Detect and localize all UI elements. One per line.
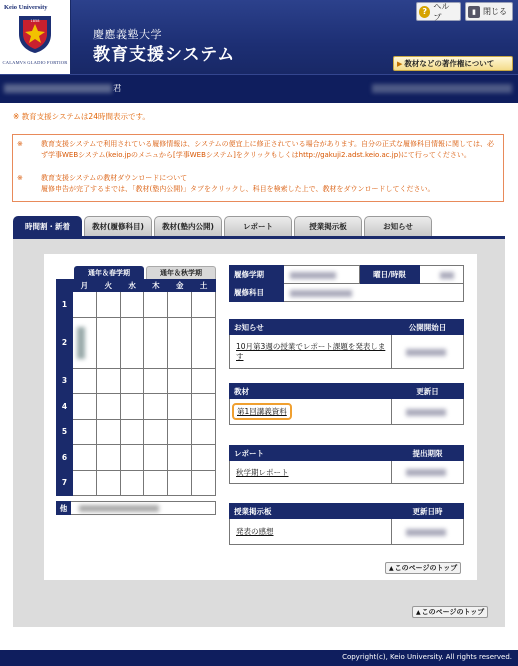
timetable-cell (192, 419, 216, 445)
logo-motto: CALAMVS GLADIO FORTIOR (2, 60, 68, 65)
tab-reports[interactable]: レポート (224, 216, 292, 236)
tab-materials-registered[interactable]: 教材(履修科目) (84, 216, 152, 236)
timetable-cell (120, 419, 144, 445)
notice-mark: ※ (17, 140, 23, 148)
reports-date (392, 461, 464, 484)
page-top-button-outer[interactable] (412, 606, 488, 618)
help-icon: ? (419, 6, 430, 18)
news-item (230, 335, 392, 369)
close-label: 閉じる (483, 7, 507, 16)
news-item-link[interactable]: 10月第3週の授業でレポート課題を発表します (236, 341, 386, 361)
close-door-icon: ▮ (468, 6, 480, 18)
logo-university-name: Keio University (4, 4, 48, 11)
tab-materials-public[interactable]: 教材(塾内公開) (154, 216, 222, 236)
timetable-cell (168, 368, 192, 394)
board-item-link[interactable]: 発表の感想 (236, 527, 274, 536)
timetable-cell (73, 445, 97, 471)
timetable-cell (144, 445, 168, 471)
news-date-redacted (406, 349, 446, 356)
timetable-cell (96, 394, 120, 420)
timetable-cell (144, 317, 168, 368)
arrow-right-icon: ▶ (397, 59, 403, 68)
day-header: 木 (144, 280, 168, 292)
timetable-cell (96, 419, 120, 445)
day-header: 水 (120, 280, 144, 292)
timetable-cell (192, 394, 216, 420)
timetable-cell (73, 470, 97, 496)
tab-fall-semester[interactable]: 通年＆秋学期 (146, 266, 216, 279)
user-name-redacted (4, 84, 112, 93)
timetable-cell (120, 317, 144, 368)
timetable-cell (96, 292, 120, 318)
timetable-cell (120, 394, 144, 420)
timetable-cell (120, 470, 144, 496)
other-courses-row (56, 501, 216, 515)
timetable-cell (144, 470, 168, 496)
period-label: 6 (57, 445, 73, 471)
site-subtitle: 慶應義塾大学 (93, 28, 162, 41)
materials-highlight (232, 403, 292, 420)
board-item (230, 519, 392, 545)
page-top-label: このページのトップ (394, 564, 458, 572)
timetable-cell (192, 445, 216, 471)
board-date-header: 更新日時 (392, 504, 464, 519)
timetable-cell (192, 368, 216, 394)
hours-notice: ※ 教育支援システムは24時間表示です。 (13, 112, 150, 121)
timetable-cell (168, 317, 192, 368)
course-info-table (229, 265, 464, 302)
news-date (392, 335, 464, 369)
help-label: ヘルプ (433, 1, 450, 22)
timetable-cell (192, 470, 216, 496)
notice-registration-info: 教育支援システムで利用されている履修情報は、システムの便宜上に修正されている場合があります。自分の正式な履修科目情報に関しては、必ず学事WEBシステム(keio.jpのメニュから[学事WEBシステム]をクリックもしくはhttp://gakuji2.adst.keio.ac.jp)にて行ってください。 (41, 140, 495, 159)
news-date-header: 公開開始日 (392, 320, 464, 335)
board-header: 授業掲示板 (230, 504, 392, 519)
page-top-label: このページのトップ (421, 608, 485, 616)
term-label: 履修学期 (230, 266, 284, 284)
course-value (284, 284, 464, 302)
board-date-redacted (406, 529, 446, 536)
triangle-up-icon: ▲ (416, 608, 421, 616)
timetable-cell (120, 445, 144, 471)
timetable-cell (168, 419, 192, 445)
materials-table (229, 383, 464, 425)
reports-date-redacted (406, 469, 446, 476)
day-period-value (420, 266, 464, 284)
tab-spring-semester[interactable]: 通年＆春学期 (74, 266, 144, 279)
timetable-cell (120, 368, 144, 394)
timetable-cell (73, 419, 97, 445)
day-header: 土 (192, 280, 216, 292)
timetable-cell (73, 292, 97, 318)
timetable-cell (120, 292, 144, 318)
timetable-cell (144, 292, 168, 318)
timetable (56, 279, 216, 496)
copyright-notice-label: 教材などの著作権について (404, 59, 495, 68)
news-header: お知らせ (230, 320, 392, 335)
user-name-suffix: 君 (113, 84, 122, 94)
timetable-cell (168, 470, 192, 496)
term-value (284, 266, 360, 284)
notice-mark: ※ (17, 174, 23, 182)
timetable-cell (168, 394, 192, 420)
course-label: 履修科目 (230, 284, 284, 302)
keio-logo (0, 0, 71, 74)
day-period-redacted (440, 272, 454, 279)
period-label: 3 (57, 368, 73, 394)
materials-item-link[interactable]: 第1回講義資料 (237, 407, 287, 416)
period-label: 1 (57, 292, 73, 318)
other-course-redacted (79, 505, 159, 512)
term-redacted (290, 272, 336, 279)
reports-item (230, 461, 392, 484)
copyright-text: Copyright(c), Keio University. All rights reserved. (342, 653, 512, 661)
timetable-cell (144, 368, 168, 394)
day-period-label: 曜日/時限 (360, 266, 420, 284)
reports-date-header: 提出期限 (392, 446, 464, 461)
timetable-cell (144, 419, 168, 445)
notice-download-info: 履修申告が完了するまでは、「教材(塾内公開)」タブをクリックし、科目を検索した上で、教材をダウンロードしてください。 (41, 185, 435, 193)
board-date (392, 519, 464, 545)
timetable-cell (73, 368, 97, 394)
keio-shield-icon (17, 14, 53, 54)
materials-item (230, 399, 392, 425)
timetable-cell (144, 394, 168, 420)
timetable-cell (192, 317, 216, 368)
notice-box (12, 134, 504, 202)
main-tabs (13, 216, 505, 236)
course-name-redacted (77, 327, 85, 359)
timetable-cell (96, 317, 120, 368)
day-header: 金 (168, 280, 192, 292)
timetable-cell (73, 394, 97, 420)
help-button[interactable] (416, 2, 461, 21)
other-label: 他 (56, 501, 71, 515)
timetable-cell (96, 368, 120, 394)
copyright-notice-button[interactable] (393, 56, 513, 71)
course-redacted (290, 290, 352, 297)
period-label: 5 (57, 419, 73, 445)
timetable-cell (168, 445, 192, 471)
day-header: 月 (73, 280, 97, 292)
news-table (229, 319, 464, 369)
tab-class-board[interactable]: 授業掲示板 (294, 216, 362, 236)
footer (0, 650, 518, 666)
period-label: 2 (57, 317, 73, 368)
tab-announcements[interactable]: お知らせ (364, 216, 432, 236)
materials-date-redacted (406, 409, 446, 416)
materials-date-header: 更新日 (392, 384, 464, 399)
page-top-button-inner[interactable] (385, 562, 461, 574)
triangle-up-icon: ▲ (389, 564, 394, 572)
timetable-cell (96, 470, 120, 496)
tab-timetable-news[interactable]: 時間割・新着 (13, 216, 82, 236)
timetable-cell-course[interactable] (73, 317, 97, 368)
notice-download-title: 教育支援システムの教材ダウンロードについて (41, 174, 188, 182)
materials-date (392, 399, 464, 425)
reports-header: レポート (230, 446, 392, 461)
user-id-redacted (372, 84, 512, 93)
board-table (229, 503, 464, 545)
reports-table (229, 445, 464, 484)
close-button[interactable] (465, 2, 513, 21)
timetable-corner (57, 280, 73, 292)
app-header (0, 0, 518, 74)
period-label: 4 (57, 394, 73, 420)
day-header: 火 (96, 280, 120, 292)
period-label: 7 (57, 470, 73, 496)
user-bar (0, 74, 518, 103)
timetable-cell (168, 292, 192, 318)
logo-year: 1858 (30, 19, 40, 23)
reports-item-link[interactable]: 秋学期レポート (236, 467, 289, 477)
materials-header: 教材 (230, 384, 392, 399)
timetable-cell (96, 445, 120, 471)
site-title: 教育支援システム (93, 45, 236, 65)
timetable-cell (192, 292, 216, 318)
